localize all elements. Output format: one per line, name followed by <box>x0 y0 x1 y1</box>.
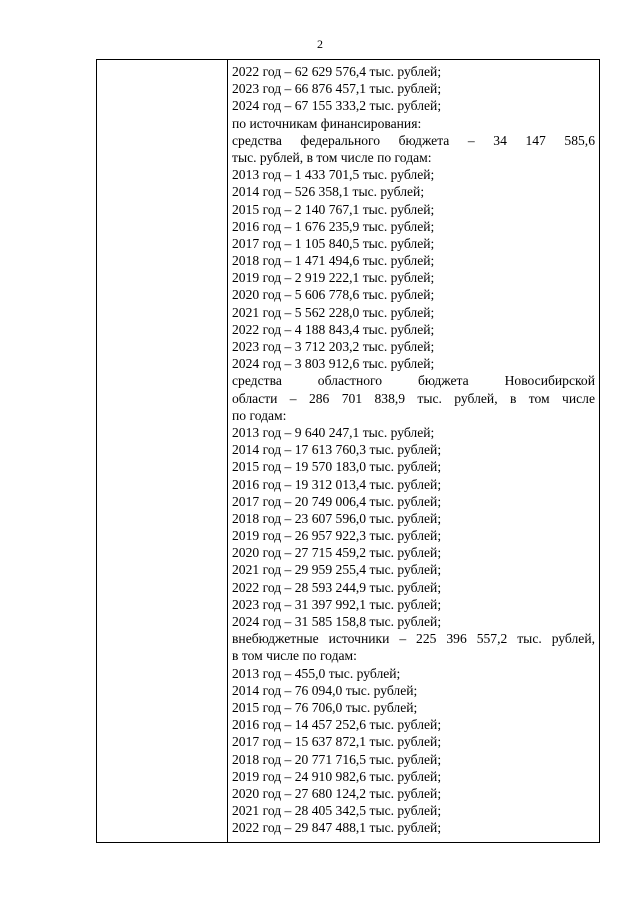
text-line: 2013 год – 9 640 247,1 тыс. рублей; <box>232 424 435 440</box>
table-cell-financing-details <box>232 63 595 836</box>
table-cell-left-empty <box>97 60 227 842</box>
text-line: 2020 год – 27 715 459,2 тыс. рублей; <box>232 545 442 561</box>
text-line: по годам: <box>232 407 287 423</box>
text-line: 2022 год – 62 629 576,4 тыс. рублей; <box>232 64 442 79</box>
column-divider <box>227 60 228 842</box>
text-line: по источникам финансирования: <box>232 115 422 131</box>
text-line: внебюджетные источники – 225 396 557,2 тыс. рублей, <box>232 631 595 647</box>
text-line: 2024 год – 3 803 912,6 тыс. рублей; <box>232 356 435 372</box>
text-line: 2015 год – 2 140 767,1 тыс. рублей; <box>232 201 435 217</box>
text-line: 2022 год – 4 188 843,4 тыс. рублей; <box>232 321 435 337</box>
text-line: 2018 год – 20 771 716,5 тыс. рублей; <box>232 751 442 767</box>
text-line: 2021 год – 5 562 228,0 тыс. рублей; <box>232 304 435 320</box>
text-line: 2022 год – 29 847 488,1 тыс. рублей; <box>232 820 442 836</box>
text-line: 2013 год – 1 433 701,5 тыс. рублей; <box>232 167 435 183</box>
text-line: 2016 год – 14 457 252,6 тыс. рублей; <box>232 717 442 733</box>
page-number: 2 <box>317 37 323 51</box>
text-line: 2013 год – 455,0 тыс. рублей; <box>232 665 401 681</box>
text-line: 2021 год – 28 405 342,5 тыс. рублей; <box>232 803 442 819</box>
text-line: в том числе по годам: <box>232 648 357 664</box>
text-line: области – 286 701 838,9 тыс. рублей, в том числе <box>232 390 595 406</box>
text-line: 2018 год – 23 607 596,0 тыс. рублей; <box>232 510 442 526</box>
text-line: 2014 год – 526 358,1 тыс. рублей; <box>232 184 425 200</box>
text-line: 2019 год – 26 957 922,3 тыс. рублей; <box>232 528 442 544</box>
text-line: 2016 год – 1 676 235,9 тыс. рублей; <box>232 218 435 234</box>
text-line: тыс. рублей, в том числе по годам: <box>232 149 432 165</box>
text-line: 2014 год – 17 613 760,3 тыс. рублей; <box>232 442 442 458</box>
text-line: 2019 год – 2 919 222,1 тыс. рублей; <box>232 270 435 286</box>
text-line: 2016 год – 19 312 013,4 тыс. рублей; <box>232 476 442 492</box>
text-line: 2024 год – 67 155 333,2 тыс. рублей; <box>232 98 442 114</box>
text-line: 2023 год – 31 397 992,1 тыс. рублей; <box>232 596 442 612</box>
financing-table <box>96 59 600 843</box>
text-line: 2017 год – 1 105 840,5 тыс. рублей; <box>232 235 435 251</box>
text-line: 2023 год – 66 876 457,1 тыс. рублей; <box>232 81 442 97</box>
text-line: 2024 год – 31 585 158,8 тыс. рублей; <box>232 614 442 629</box>
text-line: 2022 год – 28 593 244,9 тыс. рублей; <box>232 579 442 595</box>
text-line: 2015 год – 76 706,0 тыс. рублей; <box>232 699 418 715</box>
text-line: 2020 год – 27 680 124,2 тыс. рублей; <box>232 785 442 801</box>
text-line: 2017 год – 20 749 006,4 тыс. рублей; <box>232 493 442 509</box>
text-line: 2017 год – 15 637 872,1 тыс. рублей; <box>232 734 442 750</box>
text-line: 2018 год – 1 471 494,6 тыс. рублей; <box>232 253 435 269</box>
text-line: 2019 год – 24 910 982,6 тыс. рублей; <box>232 768 442 784</box>
text-line: 2021 год – 29 959 255,4 тыс. рублей; <box>232 562 442 578</box>
text-line: средства областного бюджета Новосибирской <box>232 373 595 389</box>
text-line: 2014 год – 76 094,0 тыс. рублей; <box>232 682 418 698</box>
text-line: 2023 год – 3 712 203,2 тыс. рублей; <box>232 339 435 354</box>
text-line: 2020 год – 5 606 778,6 тыс. рублей; <box>232 287 435 303</box>
text-line: средства федерального бюджета – 34 147 585,6 <box>232 132 595 148</box>
text-line: 2015 год – 19 570 183,0 тыс. рублей; <box>232 459 442 475</box>
